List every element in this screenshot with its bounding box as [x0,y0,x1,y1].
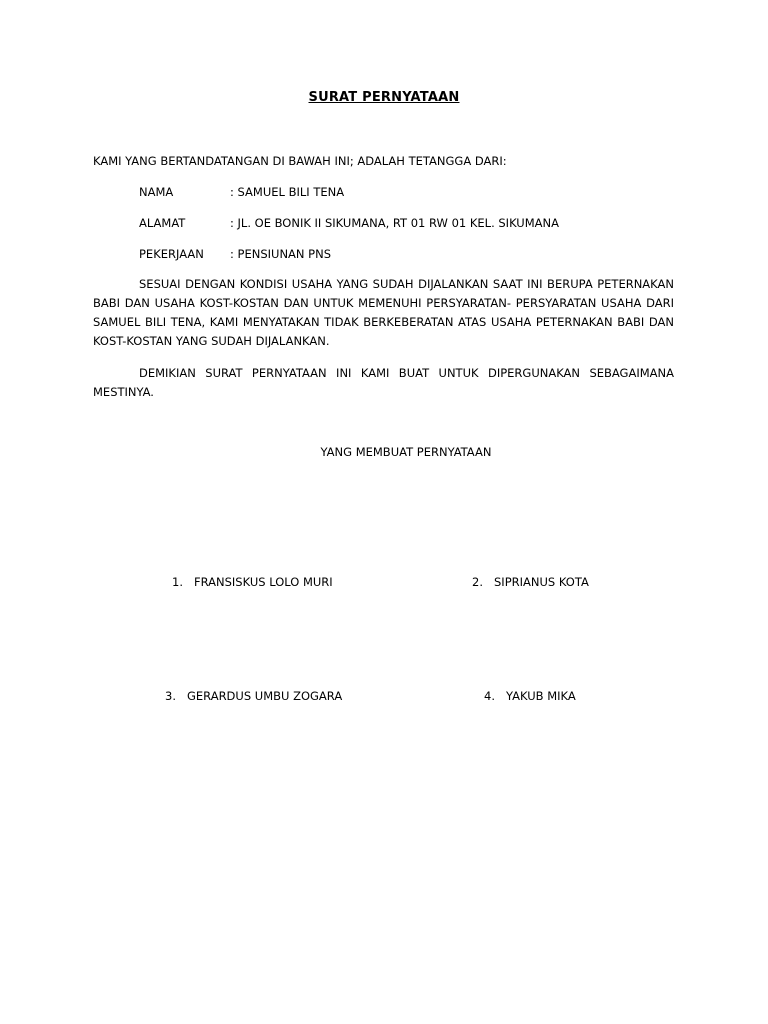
field-nama [139,183,344,202]
signer-name: YAKUB MIKA [506,689,576,703]
field-pekerjaan [139,245,331,264]
document-title: SURAT PERNYATAAN [308,90,460,105]
field-value: : PENSIUNAN PNS [230,247,332,261]
field-label: NAMA [139,185,174,199]
intro-text: KAMI YANG BERTANDATANGAN DI BAWAH INI; ADALAH TETANGGA DARI: [93,154,507,168]
signer-1 [172,573,333,592]
signer-3 [165,687,342,706]
signer-number: 1. [172,575,183,589]
body-paragraph: SESUAI DENGAN KONDISI USAHA YANG SUDAH DIJALANKAN SAAT INI BERUPA PETERNAKAN BABI DAN USAHA KOST-KOSTAN DAN UNTUK MEMENUHI PERSYARATAN- PERSYARATAN USAHA DARI SAMUEL BILI TENA, KAMI MENYATAKAN TIDAK BERKEBERATAN ATAS USAHA PETERNAKAN BABI DAN KOST-KOSTAN YANG SUDAH DIJALANKAN. [93,277,674,348]
signer-name: FRANSISKUS LOLO MURI [194,575,333,589]
closing-paragraph: DEMIKIAN SURAT PERNYATAAN INI KAMI BUAT UNTUK DIPERGUNAKAN SEBAGAIMANA MESTINYA. [93,366,674,399]
field-value: : SAMUEL BILI TENA [230,185,345,199]
signer-name: GERARDUS UMBU ZOGARA [187,689,343,703]
signers-heading: YANG MEMBUAT PERNYATAAN [320,445,492,459]
signer-2 [472,573,589,592]
field-label: ALAMAT [139,216,186,230]
signer-4 [484,687,576,706]
signer-number: 4. [484,689,495,703]
signer-number: 2. [472,575,483,589]
field-value: : JL. OE BONIK II SIKUMANA, RT 01 RW 01 KEL. SIKUMANA [230,216,559,230]
signer-name: SIPRIANUS KOTA [494,575,589,589]
field-alamat [139,214,559,233]
field-label: PEKERJAAN [139,247,204,261]
signer-number: 3. [165,689,176,703]
